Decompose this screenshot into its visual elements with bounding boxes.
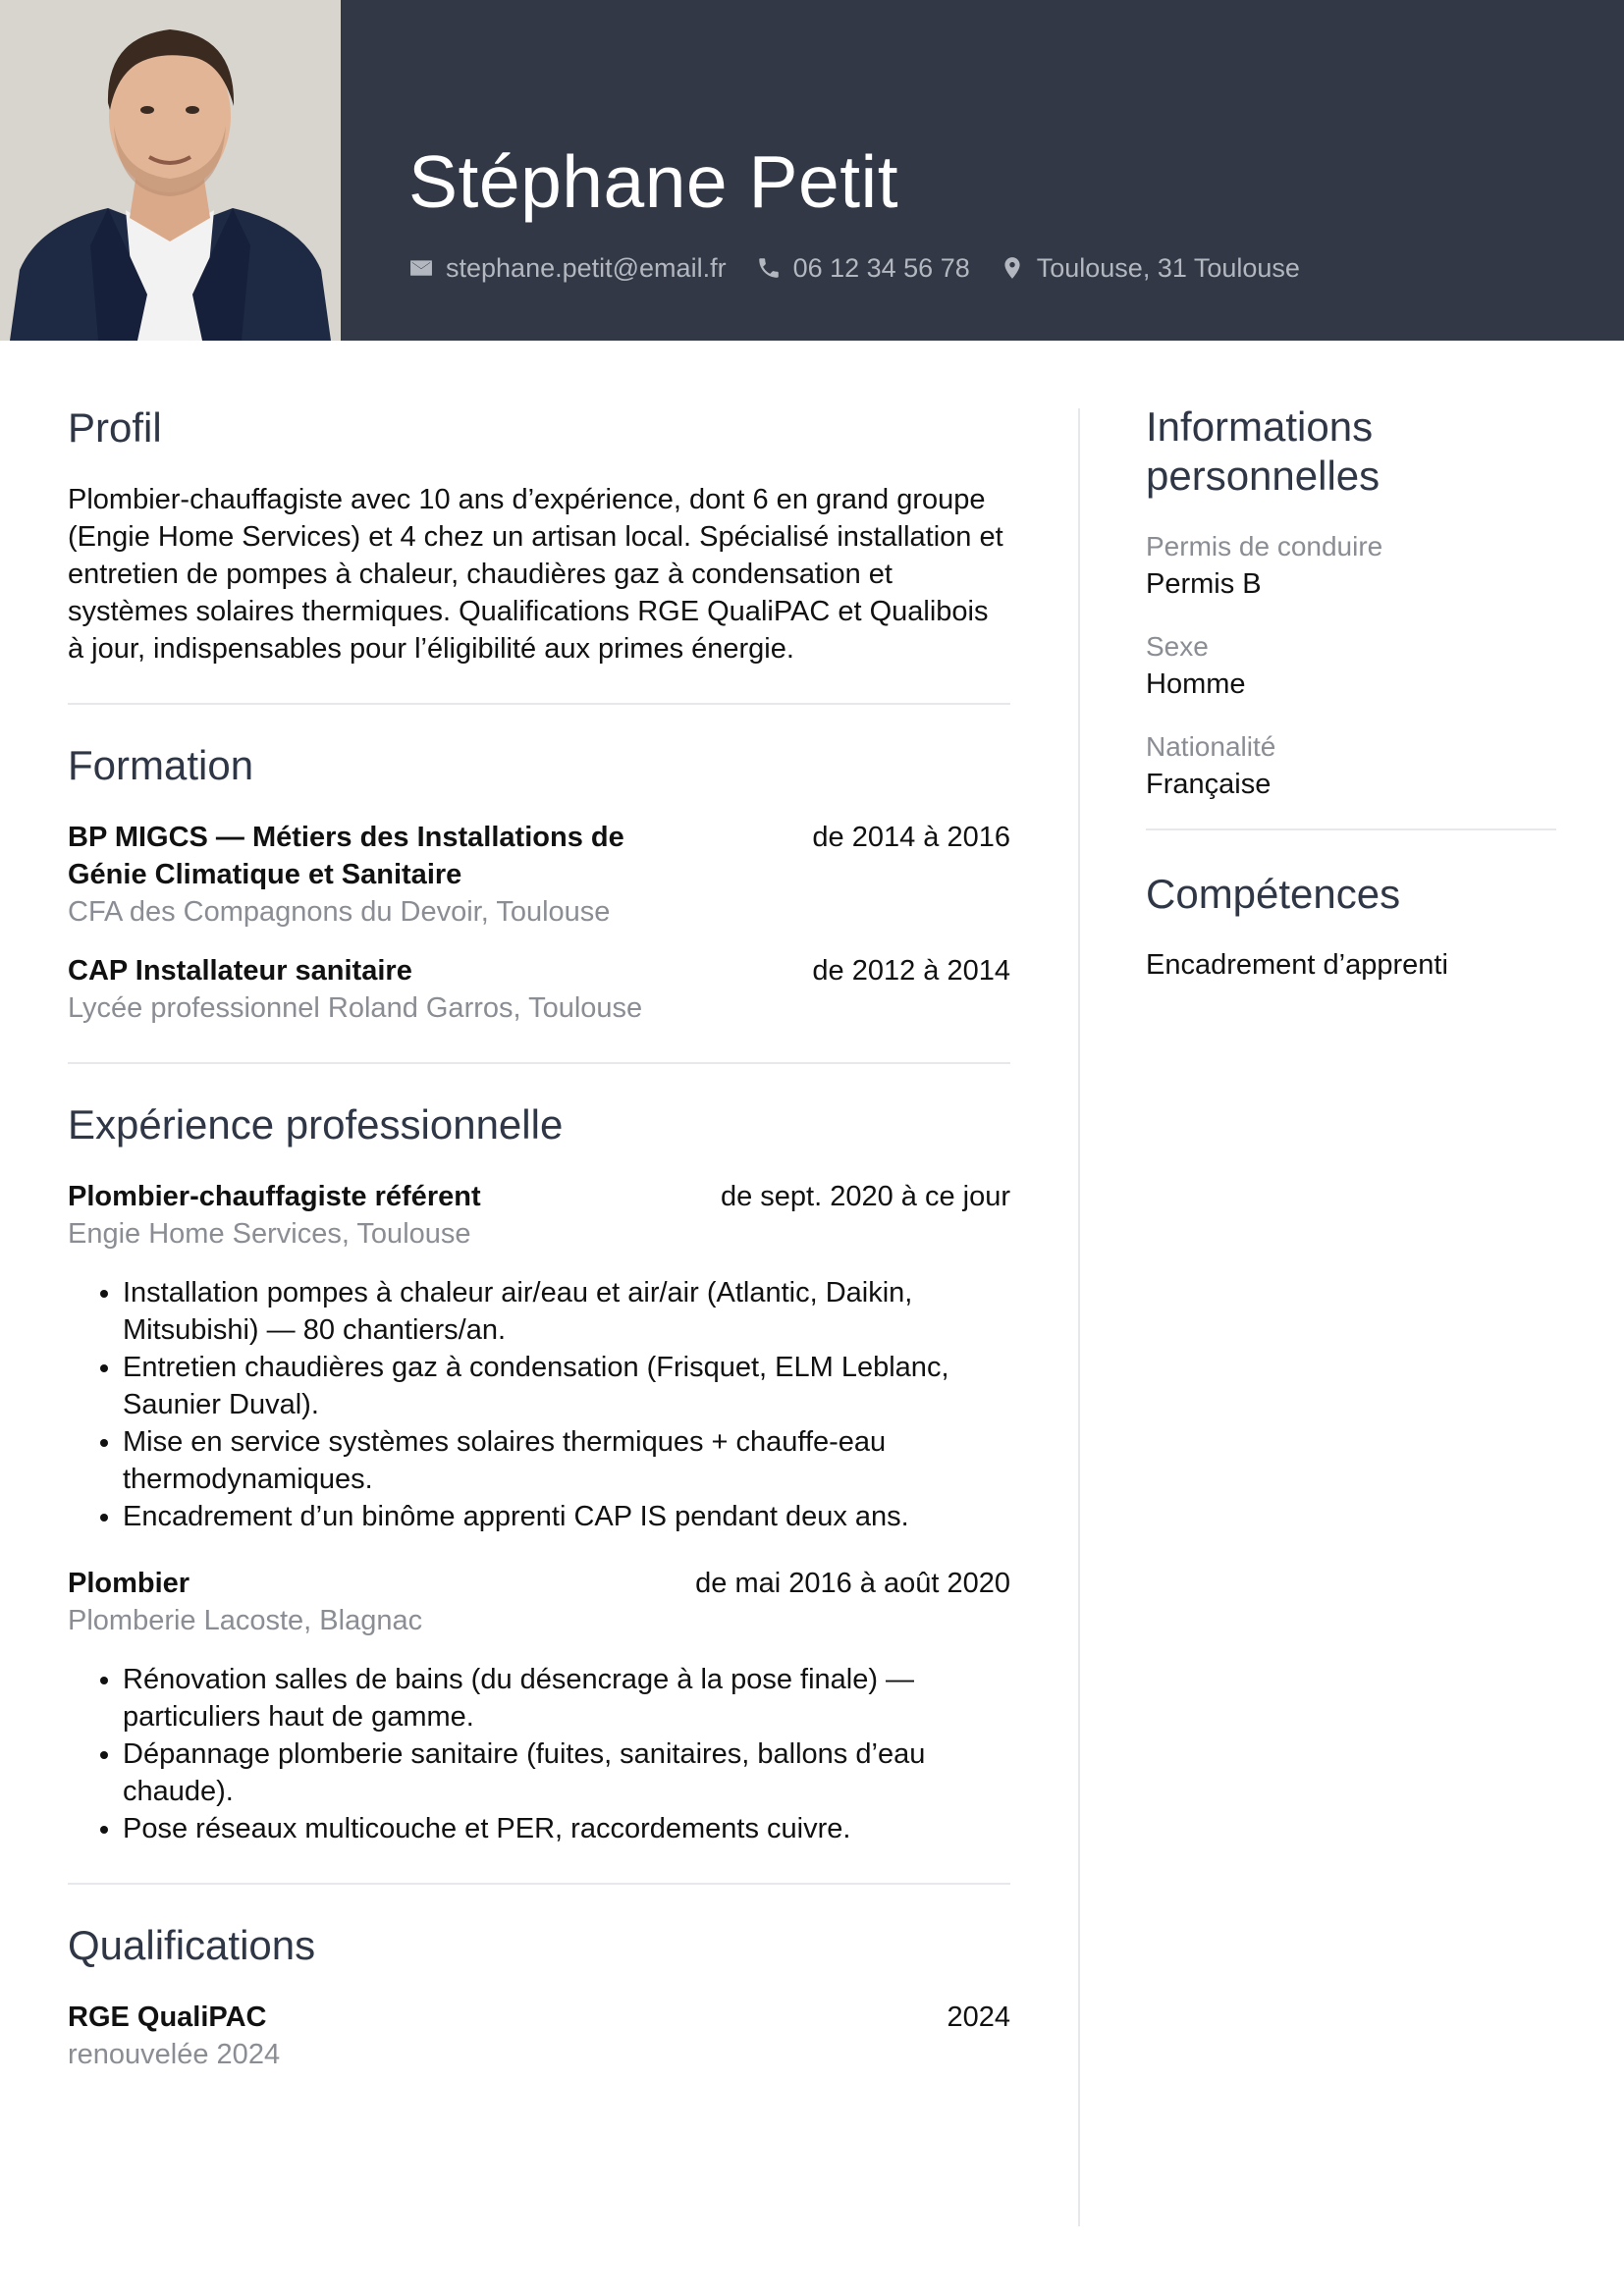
formation-school: Lycée professionnel Roland Garros, Toulouse bbox=[68, 992, 643, 1024]
candidate-name: Stéphane Petit bbox=[408, 140, 899, 223]
info-value: Permis B bbox=[1146, 568, 1262, 600]
skills-heading: Compétences bbox=[1146, 871, 1401, 917]
info-item-sexe bbox=[1146, 628, 1556, 703]
formation-entry-head bbox=[68, 819, 1010, 893]
job-bullet: • Rénovation salles de bains (du désencrage à la pose finale) — particuliers haut de gamme. bbox=[123, 1661, 1010, 1735]
section-divider bbox=[68, 1883, 1010, 1885]
job-date: de sept. 2020 à ce jour bbox=[720, 1181, 1010, 1212]
job-bullet: • Mise en service systèmes solaires thermiques + chauffe-eau thermodynamiques. bbox=[123, 1423, 1010, 1498]
column-divider bbox=[1078, 408, 1080, 2226]
phone-text: 06 12 34 56 78 bbox=[792, 252, 970, 283]
qualifications-heading: Qualifications bbox=[68, 1922, 316, 1968]
contact-bar bbox=[408, 251, 1329, 285]
section-divider bbox=[68, 1062, 1010, 1064]
job-company: Engie Home Services, Toulouse bbox=[68, 1218, 471, 1250]
profil-heading: Profil bbox=[68, 404, 162, 451]
info-label: Sexe bbox=[1146, 631, 1209, 662]
experience-section bbox=[68, 1099, 1010, 1847]
experience-entry-head bbox=[68, 1178, 1010, 1215]
job-title: Plombier bbox=[68, 1568, 190, 1599]
formation-title: BP MIGCS — Métiers des Installations de Génie Climatique et Sanitaire bbox=[68, 822, 624, 890]
qualification-title: RGE QualiPAC bbox=[68, 2002, 267, 2033]
profil-text: Plombier-chauffagiste avec 10 ans d’expérience, dont 6 en grand groupe (Engie Home Services) et 4 chez un artisan local. Spécialisé installation et entretien de pompes à chaleur, chaudières gaz à condensation et systèmes solaires thermiques. Qualifications RGE QualiPAC et Qualibois à jour, indispensables pour l’éligibilité aux primes énergie. bbox=[68, 484, 1003, 665]
formation-section bbox=[68, 740, 1010, 1027]
envelope-icon bbox=[408, 255, 434, 281]
personal-info-section bbox=[1146, 402, 1556, 803]
email-text: stephane.petit@email.fr bbox=[446, 252, 727, 283]
side-divider bbox=[1146, 828, 1556, 830]
job-bullet: • Entretien chaudières gaz à condensation (Frisquet, ELM Leblanc, Saunier Duval). bbox=[123, 1349, 1010, 1423]
info-label: Nationalité bbox=[1146, 731, 1276, 762]
skills-section bbox=[1146, 870, 1556, 984]
job-bullet: • Installation pompes à chaleur air/eau et air/air (Atlantic, Daikin, Mitsubishi) — 80 chantiers/an. bbox=[123, 1274, 1010, 1349]
profil-section bbox=[68, 402, 1010, 667]
side-column bbox=[1146, 402, 1556, 984]
formation-heading: Formation bbox=[68, 742, 254, 788]
job-bullet: • Encadrement d’un binôme apprenti CAP IS pendant deux ans. bbox=[123, 1498, 1010, 1535]
job-company: Plomberie Lacoste, Blagnac bbox=[68, 1605, 423, 1636]
experience-entry bbox=[68, 1565, 1010, 1847]
qualification-entry-head bbox=[68, 1999, 1010, 2036]
location-text: Toulouse, 31 Toulouse bbox=[1036, 252, 1300, 283]
experience-heading: Expérience professionnelle bbox=[68, 1101, 564, 1148]
job-title: Plombier-chauffagiste référent bbox=[68, 1181, 481, 1212]
map-pin-icon bbox=[1000, 255, 1025, 281]
experience-entry bbox=[68, 1178, 1010, 1535]
qualification-date: 2024 bbox=[947, 2002, 1010, 2033]
formation-date: de 2014 à 2016 bbox=[812, 822, 1010, 853]
section-divider bbox=[68, 703, 1010, 705]
job-date: de mai 2016 à août 2020 bbox=[695, 1568, 1010, 1599]
phone-icon bbox=[756, 255, 782, 281]
info-value: Homme bbox=[1146, 668, 1246, 700]
formation-entry bbox=[68, 952, 1010, 1027]
main-column bbox=[68, 402, 1010, 2095]
info-label: Permis de conduire bbox=[1146, 531, 1383, 561]
qualifications-section bbox=[68, 1920, 1010, 2073]
contact-email[interactable] bbox=[408, 253, 727, 284]
info-value: Française bbox=[1146, 769, 1272, 800]
info-item-nationalite bbox=[1146, 728, 1556, 803]
qualification-sub: renouvelée 2024 bbox=[68, 2039, 281, 2070]
formation-entry-head bbox=[68, 952, 1010, 989]
job-bullet: • Dépannage plomberie sanitaire (fuites, sanitaires, ballons d’eau chaude). bbox=[123, 1735, 1010, 1810]
experience-entry-head bbox=[68, 1565, 1010, 1602]
formation-entry bbox=[68, 819, 1010, 931]
qualification-entry bbox=[68, 1999, 1010, 2073]
contact-location bbox=[1000, 253, 1300, 284]
profile-photo bbox=[0, 0, 341, 341]
formation-date: de 2012 à 2014 bbox=[812, 955, 1010, 987]
formation-school: CFA des Compagnons du Devoir, Toulouse bbox=[68, 896, 611, 928]
formation-title: CAP Installateur sanitaire bbox=[68, 955, 412, 987]
contact-phone[interactable] bbox=[756, 253, 970, 284]
job-bullets bbox=[68, 1274, 1010, 1535]
job-bullet: • Pose réseaux multicouche et PER, raccordements cuivre. bbox=[123, 1810, 1010, 1847]
personal-info-heading: Informations personnelles bbox=[1146, 403, 1380, 499]
skill-item: Encadrement d’apprenti bbox=[1146, 949, 1448, 981]
job-bullets bbox=[68, 1661, 1010, 1847]
cv-header bbox=[0, 0, 1624, 341]
info-item-permis bbox=[1146, 528, 1556, 603]
